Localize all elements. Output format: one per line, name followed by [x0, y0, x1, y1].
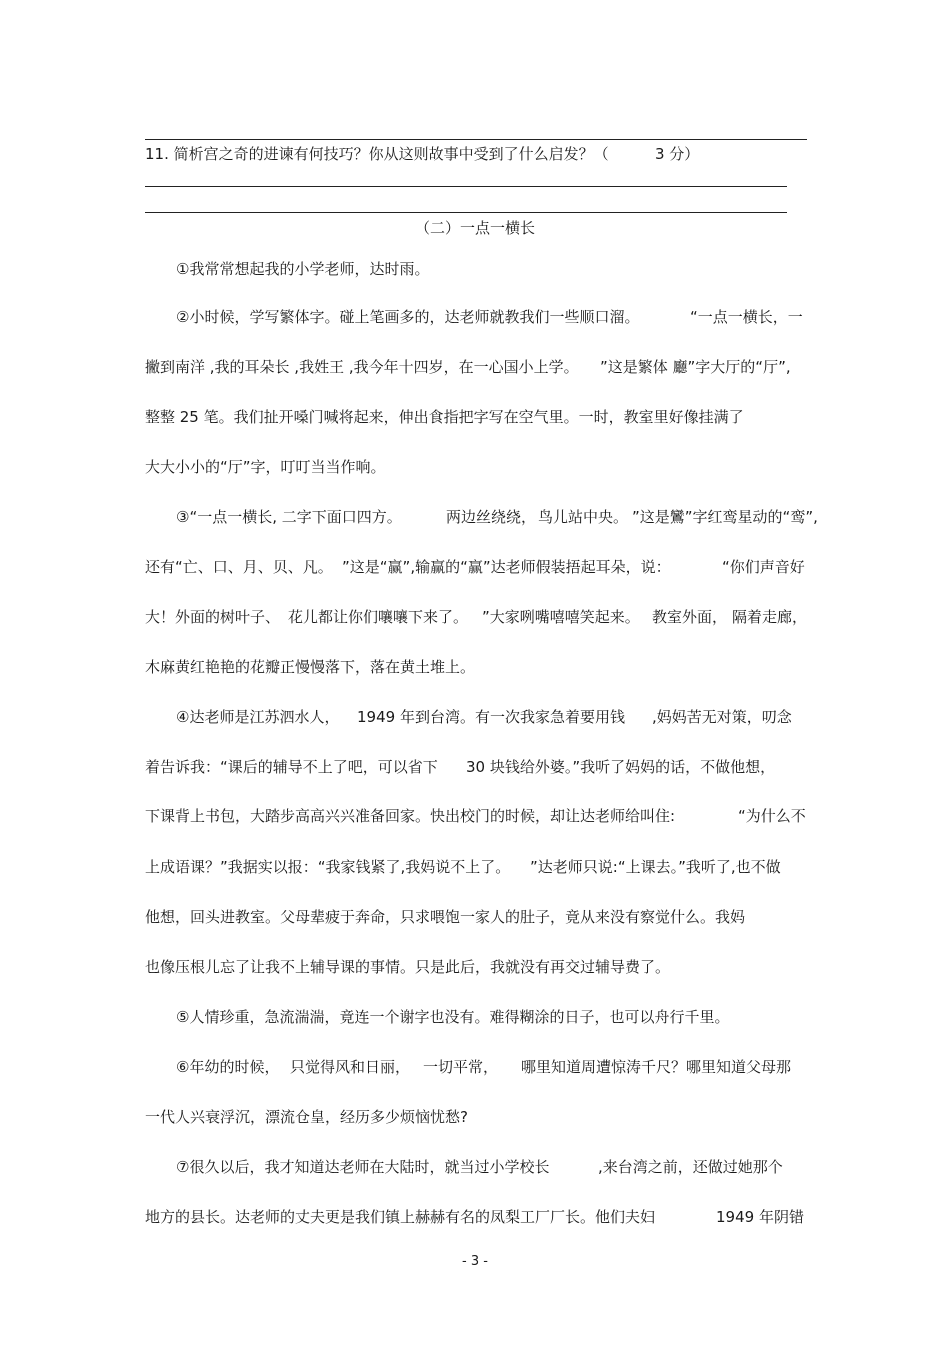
answer-line-top: [145, 139, 807, 140]
text-segment: 一代人兴衰浮沉，漂流仓皇，经历多少烦恼忧愁?: [145, 1108, 468, 1126]
text-segment: “一点一横长，一: [690, 308, 803, 326]
text-segment: ⑦很久以后，我才知道达老师在大陆时，就当过小学校长: [176, 1158, 550, 1176]
section-title: （二）一点一横长: [414, 219, 535, 237]
text-segment: ③“一点一横长, 二字下面口四方。: [176, 508, 402, 526]
text-segment: 一切平常，: [423, 1058, 499, 1076]
text-segment: 哪里知道周遭惊涛千尺？哪里知道父母那: [521, 1058, 792, 1076]
text-segment: ”大家咧嘴嘻嘻笑起来。: [482, 608, 640, 626]
text-segment: 教室外面，: [652, 608, 728, 626]
text-segment: “为什么不: [738, 807, 806, 825]
text-segment: 整整 25 笔。我们扯开嗓门喊将起来，伸出食指把字写在空气里。一时，教室里好像挂满了: [145, 408, 744, 426]
text-segment: 30 块钱给外婆。”我听了妈妈的话，不做他想，: [466, 758, 776, 776]
text-segment: ”达老师只说:“上课去。”我听了,也不做: [530, 858, 781, 876]
text-segment: 他想，回头进教室。父母辈疲于奔命，只求喂饱一家人的肚子，竟从来没有察觉什么。我妈: [145, 908, 746, 926]
answer-line-2: [145, 212, 787, 213]
text-segment: ①我常常想起我的小学老师，达时雨。: [176, 260, 430, 278]
text-segment: 地方的县长。达老师的丈夫更是我们镇上赫赫有名的凤梨工厂厂长。他们夫妇: [145, 1208, 656, 1226]
text-segment: ,来台湾之前，还做过她那个: [598, 1158, 783, 1176]
text-segment: 木麻黄红艳艳的花瓣正慢慢落下，落在黄土堆上。: [145, 658, 476, 676]
text-segment: 两边丝绕绕，: [446, 508, 537, 526]
text-segment: 大大小小的“厅”字，叮叮当当作响。: [145, 458, 386, 476]
text-segment: 鸟儿站中央。: [538, 508, 629, 526]
text-segment: 上成语课？”我据实以报：“我家钱紧了,我妈说不上了。: [145, 858, 511, 876]
text-line-20: [0, 1207, 950, 1287]
text-segment: ,妈妈苦无对策，叨念: [652, 708, 792, 726]
answer-line-1: [145, 186, 787, 187]
text-segment: 还有“亡、口、月、贝、凡。: [145, 558, 333, 576]
text-segment: 下课背上书包，大踏步高高兴兴准备回家。快出校门的时候，却让达老师给叫住:: [145, 807, 676, 825]
text-segment: 1949 年阴错: [716, 1208, 804, 1226]
text-segment: ”这是鸞”字红鸾星动的“鸾”,: [632, 508, 818, 526]
text-segment: ②小时候，学写繁体字。碰上笔画多的，达老师就教我们一些顺口溜。: [176, 308, 640, 326]
text-segment: ⑥年幼的时候，: [176, 1058, 280, 1076]
text-segment: ⑤人情珍重，急流湍湍，竟连一个谢字也没有。难得糊涂的日子，也可以舟行千里。: [176, 1008, 730, 1026]
text-segment: 撇到南洋 ,我的耳朵长 ,我姓王 ,我今年十四岁，在一心国小上学。: [145, 358, 579, 376]
text-segment: 1949 年到台湾。有一次我家急着要用钱: [357, 708, 625, 726]
text-segment: 着告诉我：“课后的辅导不上了吧，可以省下: [145, 758, 438, 776]
text-segment: 花儿都让你们嚷嚷下来了。: [288, 608, 469, 626]
text-segment: ”这是繁体 廳”字大厅的“厅”,: [600, 358, 791, 376]
text-segment: 也像压根儿忘了让我不上辅导课的事情。只是此后，我就没有再交过辅导费了。: [145, 958, 671, 976]
text-segment: ④达老师是江苏泗水人，: [176, 708, 340, 726]
question-text: 11. 简析宫之奇的进谏有何技巧？你从这则故事中受到了什么启发？（: [145, 145, 609, 163]
page-number: - 3 -: [462, 1254, 488, 1269]
text-segment: 只觉得风和日丽，: [290, 1058, 411, 1076]
text-segment: 隔着走廊，: [732, 608, 808, 626]
question-score: 3 分）: [655, 145, 700, 163]
text-segment: “你们声音好: [722, 558, 805, 576]
text-segment: ”这是“赢”,输赢的“赢”达老师假装捂起耳朵，说：: [342, 558, 671, 576]
text-segment: 大！外面的树叶子、: [145, 608, 281, 626]
